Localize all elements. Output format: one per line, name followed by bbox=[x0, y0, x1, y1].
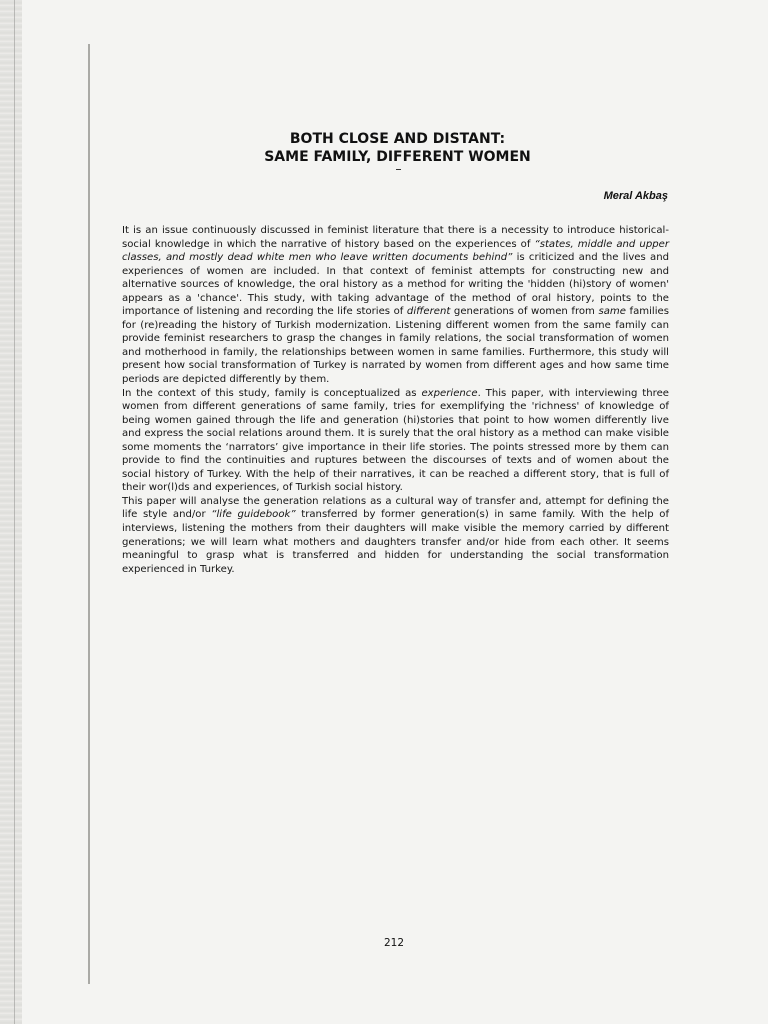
binding-edge-line bbox=[14, 0, 15, 1024]
title-line-2: SAME FAMILY, DIFFERENT WOMEN bbox=[264, 149, 531, 165]
text-run: families for (re)reading the history of Turkish modernization. Listening different women from the same family can provide feminist researchers to grasp the changes in family relations, the social transformation of women and motherhood in family, the relationships between women in same families. Furthermore, this study will present how social transformation of Turkey is narrated by women from different ages and how same time periods are depicted differently by them. bbox=[122, 306, 669, 386]
abstract-body bbox=[122, 224, 669, 576]
abstract-paragraph-1 bbox=[122, 224, 669, 387]
binding-edge-shadow bbox=[0, 0, 22, 1024]
paper-title bbox=[120, 130, 675, 166]
author-name: Meral Akbaş bbox=[603, 190, 668, 202]
margin-binding-line bbox=[88, 44, 90, 984]
italic-word: different bbox=[406, 306, 451, 318]
italic-quote: “life guidebook” bbox=[211, 509, 296, 521]
abstract-paragraph-3 bbox=[122, 495, 669, 576]
text-run: is criticized and the lives and experiences of women are included. In that context of feminist attempts for constructing new and alternative sources of knowledge, the oral history as a method for writing the 'hidden (hi)story of women' appears as a 'chance'. This study, with taking advantage of the method of oral history, points to the importance of listening and recording the life stories of bbox=[122, 252, 669, 318]
page-number: 212 bbox=[384, 937, 405, 949]
italic-word: experience bbox=[421, 387, 478, 399]
title-line-1: BOTH CLOSE AND DISTANT: bbox=[289, 131, 506, 147]
text-run: . This paper, with interviewing three women from different generations of same family, tries for exemplifying the 'richness' of knowledge of being women gained through the life and generation (hi)stories that point to how women differently live and express the social relations around them. It is surely that the oral history as a method can make visible some moments the ‘narrators’ give importance in their life stories. The points stressed more by them can provide to find the continuities and ruptures between the discourses of texts and of women about the social history of Turkey. With the help of their narratives, it can be reached a different story, that is full of their wor(l)ds and experiences, of Turkish social history. bbox=[122, 387, 669, 494]
text-run: In the context of this study, family is conceptualized as bbox=[122, 387, 422, 399]
text-run: transferred by former generation(s) in same family. With the help of interviews, listening the mothers from their daughters will make visible the memory carried by different generations; we will learn what mothers and daughters transfer and/or hide from each other. It seems meaningful to grasp what is transferred and hidden for understanding the social transformation experienced in Turkey. bbox=[122, 509, 670, 575]
italic-word: same bbox=[598, 306, 626, 318]
text-run: generations of women from bbox=[450, 306, 599, 318]
text-run: This paper will analyse the generation relations as a cultural way of transfer and, attempt for defining the life style and/or bbox=[122, 495, 669, 521]
abstract-paragraph-2 bbox=[122, 387, 669, 495]
text-run: It is an issue continuously discussed in feminist literature that there is a necessity to introduce historical-social knowledge in which the narrative of history based on the experiences of bbox=[122, 225, 669, 250]
italic-quote: “states, middle and upper classes, and mostly dead white men who leave written documents behind” bbox=[122, 238, 669, 264]
title-separator-dash bbox=[396, 169, 401, 170]
